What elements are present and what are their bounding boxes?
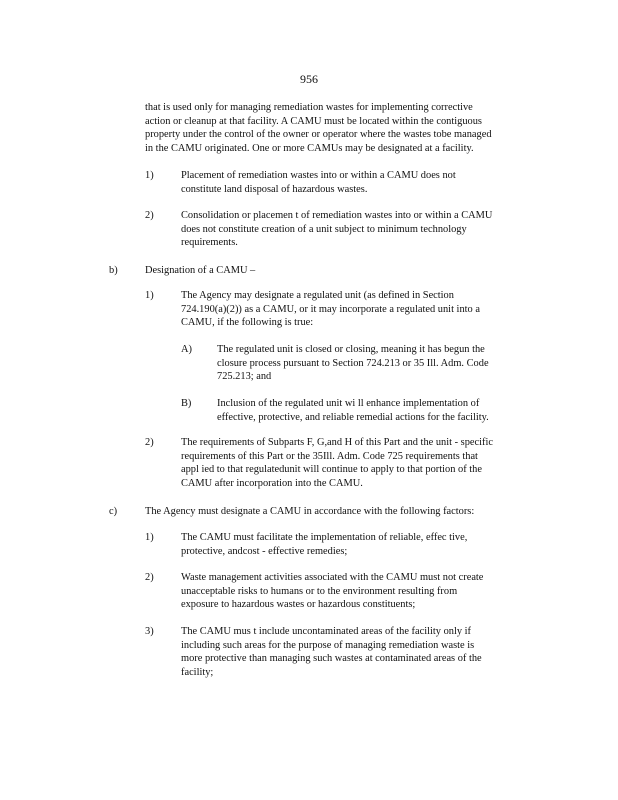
section-heading: Designation of a CAMU – [145,265,256,276]
text-line: The CAMU mus t include uncontaminated areas of the facility only if [181,626,471,637]
text-line: Consolidation or placemen t of remediation wastes into or within a CAMU [181,210,493,221]
section-heading: The Agency must designate a CAMU in accordance with the following factors: [145,506,475,517]
item-label: 1) [145,170,154,181]
item-label: 2) [145,437,154,448]
subitem-label: A) [181,344,192,355]
intro-paragraph [145,101,533,155]
text-line: in the CAMU originated. One or more CAMUs may be designated at a facility. [145,142,474,154]
item-label: 1) [145,290,154,301]
text-line: requirements. [181,237,238,249]
text-line: The requirements of Subparts F, G,and H of this Part and the unit - specific [181,437,493,448]
text-line: The regulated unit is closed or closing, meaning it has begun the [217,344,485,355]
text-line: CAMU after incorporation into the CAMU. [181,477,363,489]
text-line: facility; [181,666,214,678]
text-line: action or cleanup at that facility. A CAMU must be located within the contiguous [145,115,482,127]
section-label: c) [109,506,118,517]
list-subitem [217,397,529,424]
list-item [181,209,533,250]
list-item [181,531,511,558]
list-item [181,289,529,330]
text-line: including such areas for the purpose of managing remediation waste is [181,639,475,651]
item-label: 2) [145,210,154,221]
text-line: 724.190(a)(2)) as a CAMU, or it may incorporate a regulated unit into a [181,303,480,315]
text-line: The CAMU must facilitate the implementation of reliable, effec tive, [181,532,468,543]
item-label: 1) [145,532,154,543]
section-label: b) [109,265,118,276]
page-number: 956 [300,72,318,86]
item-label: 3) [145,626,154,637]
text-line: Inclusion of the regulated unit wi ll enhance implementation of [217,398,480,409]
text-line: appl ied to that regulatedunit will continue to apply to that portion of the [181,464,482,476]
subitem-label: B) [181,398,192,409]
text-line: constitute land disposal of hazardous wastes. [181,183,368,195]
list-item [181,436,529,490]
list-item [181,625,529,679]
text-line: unacceptable risks to humans or to the environment resulting from [181,585,458,597]
text-line: does not constitute creation of a unit subject to minimum technology [181,223,467,235]
text-line: Waste management activities associated with the CAMU must not create [181,572,484,583]
text-line: effective, protective, and reliable remedial actions for the facility. [217,411,489,423]
text-line: CAMU, if the following is true: [181,317,314,329]
text-line: that is used only for managing remediation wastes for implementing corrective [145,102,473,113]
item-label: 2) [145,572,154,583]
list-item [181,571,529,612]
text-line: closure process pursuant to Section 724.213 or 35 Ill. Adm. Code [217,357,489,369]
text-line: more protective than managing such wastes at contaminated areas of the [181,653,482,665]
list-subitem [217,343,529,384]
text-line: The Agency may designate a regulated unit (as defined in Section [181,290,454,301]
text-line: Placement of remediation wastes into or within a CAMU does not [181,170,456,181]
text-line: protective, andcost - effective remedies; [181,545,348,557]
text-line: 725.213; and [217,371,272,383]
text-line: property under the control of the owner or operator where the wastes tobe managed [145,129,492,141]
list-item [181,169,501,196]
text-line: requirements of this Part or the 35Ill. Adm. Code 725 requirements that [181,450,478,462]
text-line: exposure to hazardous wastes or hazardous constituents; [181,599,416,611]
